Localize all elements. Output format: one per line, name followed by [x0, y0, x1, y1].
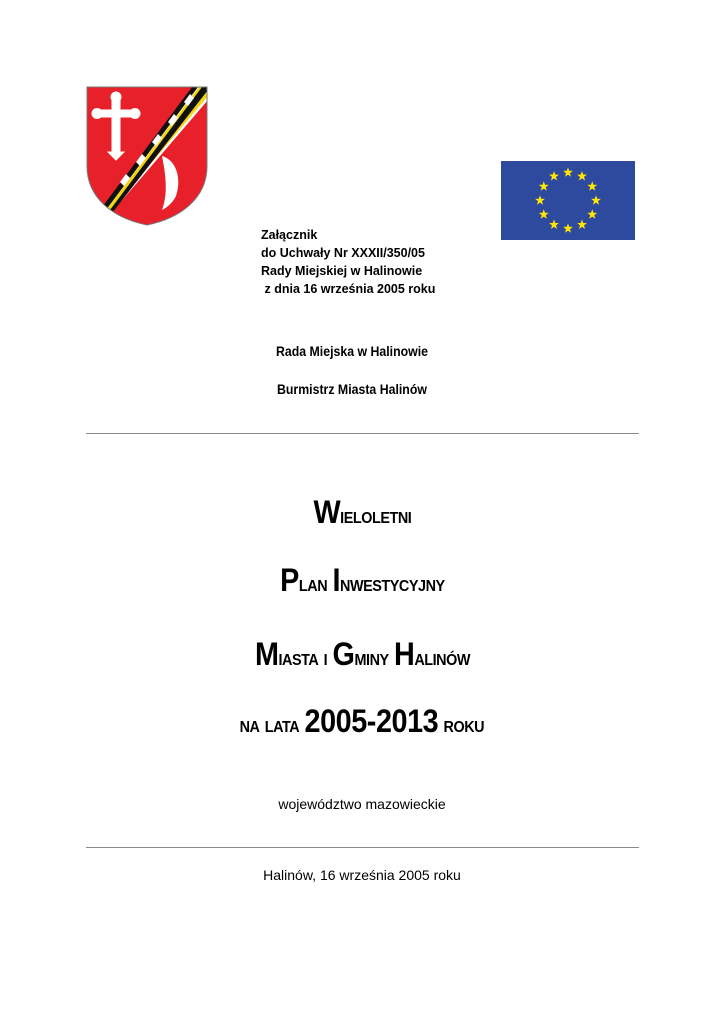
annex-header — [261, 226, 435, 298]
title-initial: P — [279, 562, 299, 598]
title-rest: roku — [438, 711, 485, 737]
divider-top — [86, 433, 639, 434]
title-rest: alinów — [413, 644, 470, 670]
title-line-4 — [0, 703, 724, 740]
coat-of-arms-emblem — [86, 86, 208, 226]
resolution-date: z dnia 16 września 2005 roku — [261, 282, 436, 296]
annex-label: Załącznik — [261, 228, 318, 242]
title-initial: W — [313, 494, 340, 530]
title-rest: iasta i — [278, 644, 333, 670]
title-rest: ieloletni — [339, 502, 411, 528]
title-initial: G — [332, 636, 354, 672]
title-rest: miny — [353, 644, 394, 670]
title-line-1 — [0, 494, 724, 531]
resolution-number: do Uchwały Nr XXXII/350/05 — [261, 246, 425, 260]
title-initial: I — [332, 562, 340, 598]
title-line-2 — [0, 562, 724, 599]
issuer-mayor: Burmistrz Miasta Halinów — [277, 381, 427, 397]
issuer-council: Rada Miejska w Halinowie — [276, 343, 429, 359]
title-line-3 — [0, 636, 724, 673]
title-initial: M — [254, 636, 279, 672]
voivodeship-label: województwo mazowieckie — [278, 796, 446, 812]
resolution-body: Rady Miejskiej w Halinowie — [261, 264, 423, 278]
title-rest: na lata — [239, 711, 305, 737]
title-years: 2005-2013 — [304, 703, 439, 739]
title-initial: H — [393, 636, 414, 672]
place-and-date: Halinów, 16 września 2005 roku — [263, 867, 461, 883]
title-rest: nwestycyjny — [339, 570, 445, 596]
title-rest: lan — [298, 570, 333, 596]
eu-flag-emblem — [501, 161, 635, 240]
divider-bottom — [86, 847, 639, 848]
